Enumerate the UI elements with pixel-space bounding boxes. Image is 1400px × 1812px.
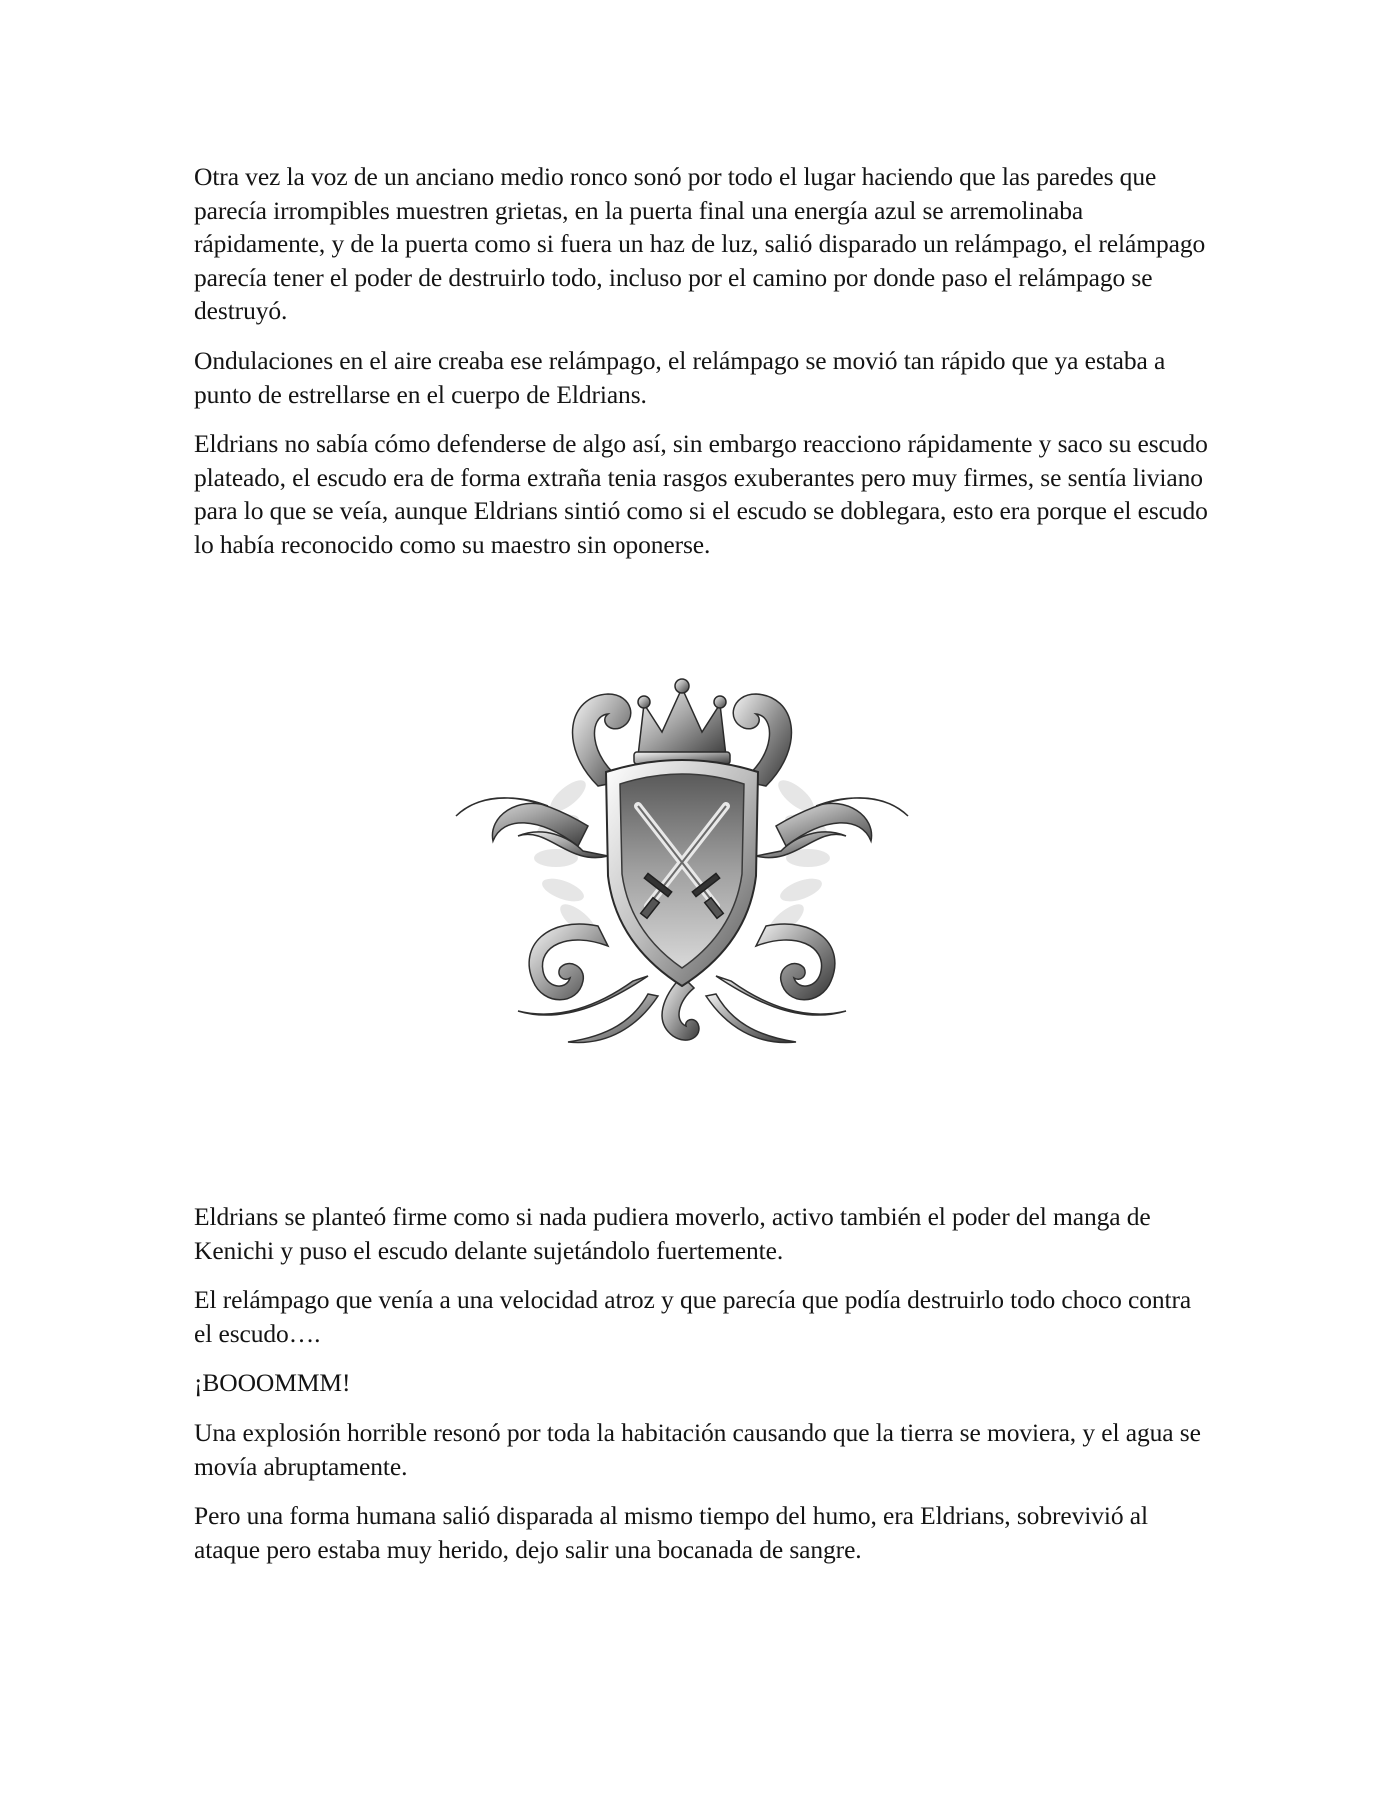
shield-crest-icon: [448, 676, 916, 1052]
shield-crest-illustration: [448, 676, 916, 1052]
paragraph: Otra vez la voz de un anciano medio ronco sonó por todo el lugar haciendo que las paredes que parecía irrompibles muestren grietas, en la puerta final una energía azul se arremolinaba rápidamente, y de la puerta como si fuera un haz de luz, salió disparado un relámpago, el relámpago parecía tener el poder de destruirlo todo, incluso por el camino por donde paso el relámpago se destruyó.: [194, 162, 1206, 326]
paragraph: El relámpago que venía a una velocidad atroz y que parecía que podía destruirlo todo choco contra el escudo….: [194, 1285, 1192, 1348]
paragraph: Ondulaciones en el aire creaba ese relámpago, el relámpago se movió tan rápido que ya estaba a punto de estrellarse en el cuerpo de Eldrians.: [194, 345, 1166, 409]
paragraph: Pero una forma humana salió disparada al mismo tiempo del humo, era Eldrians, sobrevivió al ataque pero estaba muy herido, dejo salir una bocanada de sangre.: [194, 1501, 1148, 1564]
text-block-bottom: [194, 1200, 1214, 1582]
paragraph: ¡BOOOMMM!: [194, 1368, 351, 1398]
paragraph: Una explosión horrible resonó por toda la habitación causando que la tierra se moviera, y el agua se movía abruptamente.: [194, 1417, 1201, 1481]
paragraph: Eldrians se planteó firme como si nada pudiera moverlo, activo también el poder del manga de Kenichi y puso el escudo delante sujetándolo fuertemente.: [194, 1202, 1151, 1265]
text-block-top: [194, 160, 1214, 578]
paragraph: Eldrians no sabía cómo defenderse de algo así, sin embargo reacciono rápidamente y saco su escudo plateado, el escudo era de forma extraña tenia rasgos exuberantes pero muy firmes, se sentía liviano para lo que se veía, aunque Eldrians sintió como si el escudo se doblegara, esto era porque el escudo lo había reconocido como su maestro sin oponerse.: [194, 429, 1208, 559]
